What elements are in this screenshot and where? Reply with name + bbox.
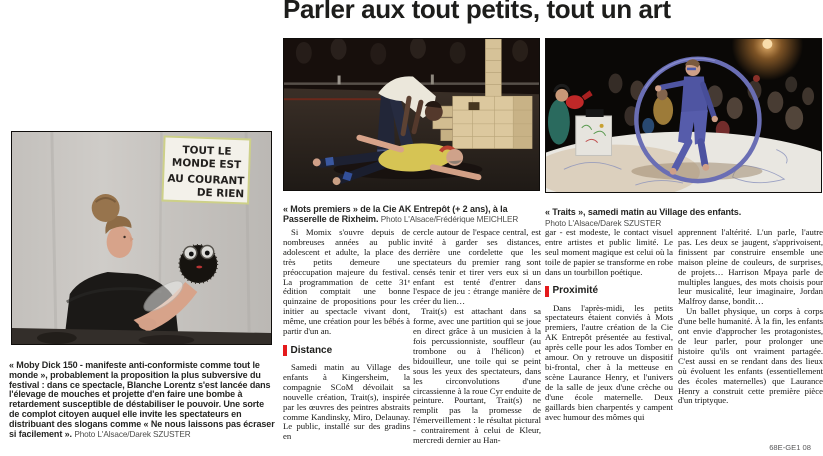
body-paragraph: Si Momix s'ouvre depuis de nombreuses années au public adolescent et adulte, la place des très petits demeure une préoccupation majeure du festival. La programmation de cette 31ᵉ édition comptait une bonne quinzaine de propositions pour les initier au spectacle vivant dont, même, une création pour les bébés à partir d'un an. (283, 228, 410, 337)
rail-post (338, 76, 341, 85)
subhead-label: Distance (290, 344, 333, 356)
mots-premiers-illustration (284, 39, 539, 190)
caption-text: « Moby Dick 150 - manifeste anti-conformiste comme tout le monde », probablement la proposition la plus subversive du festival : dans ce spectacle, Blanche Lorentz s'est lancée dans l'élevage de mouches et projette d'en faire une bombe à retardement susceptible de déstabiliser le pouvoir. Une sorte de complot citoyen auquel elle invite les spectateurs en distribuant des slogans comme « Ne nous laissons pas écraser si facilement ». (9, 360, 275, 439)
hoop-shadow (631, 162, 762, 180)
red-stage-line (284, 98, 395, 100)
page-title: Parler aux tout petits, tout un art (283, 0, 671, 24)
photo-mots-premiers (283, 38, 540, 191)
head (107, 226, 133, 258)
bare-foot (702, 164, 709, 171)
drawing-cart (576, 109, 612, 155)
rail-post (431, 75, 434, 85)
caption-text: « Traits », samedi matin au Village des enfants. (545, 207, 742, 217)
sign-text-line: DE RIEN (196, 186, 245, 201)
photo-credit: Photo L'Alsace/Frédérique MEICHLER (380, 214, 519, 224)
body-paragraph: gar - est modeste, le contact visuel entre artistes et public limité. Le seul moment magique est celui où la toile de papier se transforme en robe dans un tourbillon poétique. (545, 228, 673, 277)
body-paragraph: Dans l'après-midi, les petits spectateurs étaient conviés à Mots premiers, l'autre création de la Cie AK Entrepôt présentée au festival, après celle pour les ados Tomber en amour. On y retrouve un dispositif bi-frontal, cher à la metteuse en scène Laurance Henry, et l'univers de la salle de jeux d'une crèche ou d'une école maternelle. Deux gaillards bien charpentés y campent avec humour des mômes qui (545, 302, 673, 422)
sign-text-line: TOUT LE (182, 144, 232, 158)
sign-text-line: AU COURANT (167, 172, 245, 188)
body-paragraph: Trait(s) est attachant dans sa forme, avec une partition qui se joue en direct grâce à un musicien à la fois percussionniste, souffleur (au trombone ou à l'hélicon) et bidouilleur, une toile qui se peint sous les yeux des spectateurs, dans les circonvolutions d'une circassienne à la roue Cyr enduite de peinture. Pourtant, Trait(s) ne remplit pas la promesse de l'émerveillement : le résultat pictural - contrairement à celui de Kleur, mercredi dernier au Han- (413, 306, 541, 446)
leg (701, 142, 705, 165)
page-reference-code: 68E-GE1 08 (769, 443, 811, 452)
laptop (586, 109, 604, 117)
caption-mots-premiers (283, 205, 540, 225)
red-bar-icon (283, 345, 287, 356)
photo-credit: Photo L'Alsace/Darek SZUSTER (545, 218, 662, 228)
photo-moby-dick (11, 131, 272, 345)
article-column-4 (678, 228, 823, 456)
caption-moby-dick (9, 361, 275, 439)
moby-dick-illustration (12, 132, 271, 344)
photo-credit: Photo L'Alsace/Darek SZUSTER (74, 429, 191, 439)
article-column-2 (413, 228, 541, 456)
red-bar-icon (545, 286, 549, 297)
supporting-hand (139, 318, 157, 330)
subhead-proximite (545, 286, 673, 297)
bare-foot (333, 177, 341, 185)
body-paragraph: cercle autour de l'espace central, est invité à garder ses distances, derrière une cordelette que les spectateurs du premier rang sont censés tenir et tirer vers eux si un enfant est tenté d'entrer dans l'espace de jeu : étrange manière de créer du lien… (413, 228, 541, 307)
body-paragraph: Samedi matin au Village des enfants à Kingersheim, la compagnie SCoM dévoilait sa nouvelle création, Trait(s), inspirée par les œuvres des peintres abstraits comme Kandinsky, Miro, Delaunay. Le public, installé sur des gradins en (283, 361, 410, 442)
fly-mouth (196, 266, 202, 269)
protest-sign (162, 137, 250, 204)
subhead-distance (283, 345, 410, 356)
subhead-label: Proximité (552, 285, 599, 297)
body-paragraph: apprennent l'altérité. L'un parle, l'autre pas. Les deux se jaugent, s'apprivoisent, finissent par construire ensemble une maison pleine de couleurs, de surprises, de projets… Harrison Mpaya parle de multiples langues, des mots choisis pour leur musicalité, leur imaginaire, Jordan Malfroy danse, bondit… (678, 228, 823, 307)
bare-foot (670, 168, 677, 175)
red-instrument (566, 95, 584, 109)
face-mask (687, 68, 696, 71)
sign-text-line: MONDE EST (171, 156, 242, 172)
article-column-1 (283, 228, 410, 456)
caption-text: « Mots premiers » de la Cie AK Entrepôt (+ 2 ans), à la Passerelle de Rixheim. (283, 204, 508, 224)
bare-foot (313, 158, 321, 166)
traits-illustration (546, 39, 821, 192)
photo-traits (545, 38, 822, 193)
body-paragraph: Un ballet physique, un corps à corps d'une belle humanité. À la fin, les enfants ont envie d'approcher les protagonistes, de leur parler, pour prolonger une histoire qu'ils ont vraiment partagée. C'est aussi en se rendant dans des lieux où évoluent les enfants (essentiellement des écoles maternelles) que Laurance Henry a construit cette première pièce d'un triptyque. (678, 306, 823, 406)
caption-traits (545, 208, 822, 229)
article-column-3 (545, 228, 673, 456)
